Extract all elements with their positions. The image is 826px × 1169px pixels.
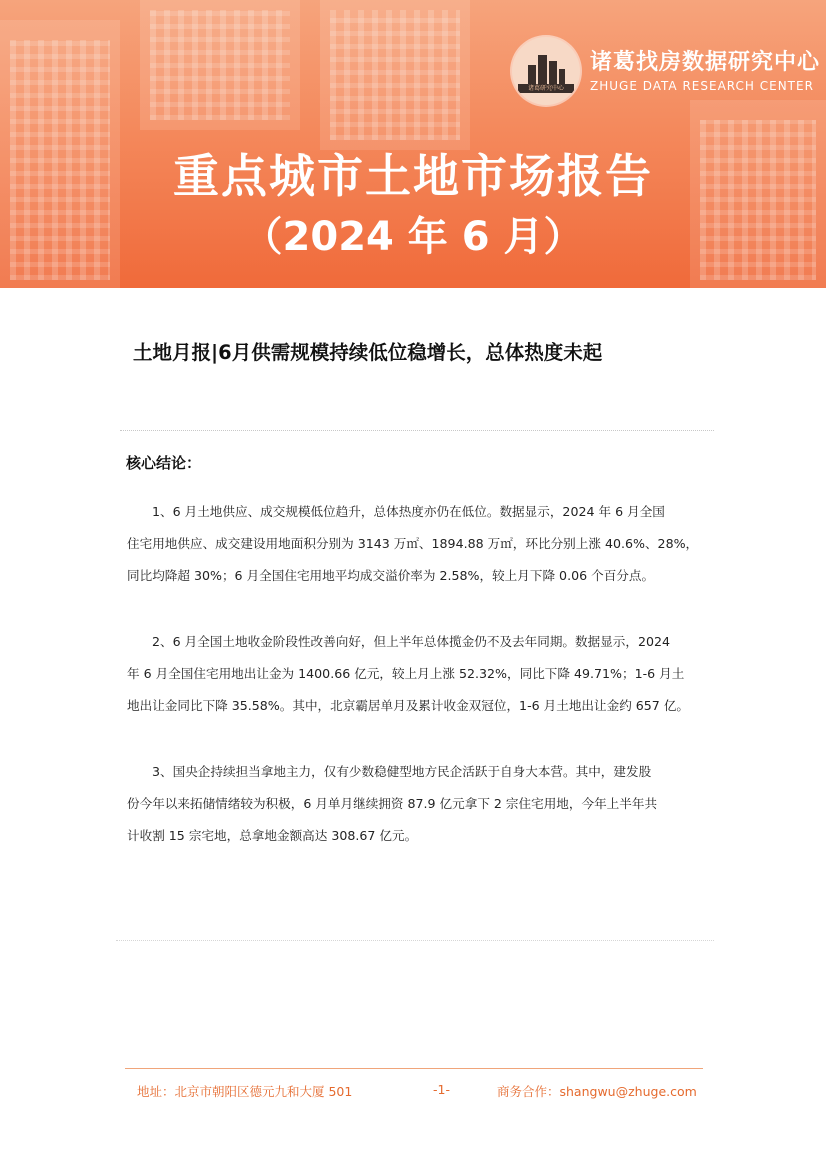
logo-chinese-name: 诸葛找房数据研究中心 xyxy=(590,50,821,75)
footer-contact: 商务合作：shangwu@zhuge.com xyxy=(497,1084,697,1099)
logo-building-icon xyxy=(538,55,547,87)
paragraph-line: 年 6 月全国住宅用地出让金为 1400.66 亿元，较上月上涨 52.32%，同比下降 49.71%；1-6 月土 xyxy=(127,666,685,681)
conclusion-paragraph xyxy=(127,626,707,722)
cover-banner xyxy=(0,0,826,288)
paragraph-line: 3、国央企持续担当拿地主力，仅有少数稳健型地方民企活跃于自身大本营。其中，建发股 xyxy=(152,764,652,779)
paragraph-line: 计收割 15 宗宅地，总拿地金额高达 308.67 亿元。 xyxy=(127,828,418,843)
paragraph-line: 2、6 月全国土地收金阶段性改善向好，但上半年总体揽金仍不及去年同期。数据显示，2024 xyxy=(152,634,671,649)
conclusion-paragraph xyxy=(127,496,707,592)
bg-building-windows xyxy=(330,10,460,140)
conclusion-paragraph xyxy=(127,756,707,852)
page-number: -1- xyxy=(433,1082,450,1097)
report-title: 重点城市土地市场报告 xyxy=(173,149,653,203)
paragraph-line: 地出让金同比下降 35.58%。其中，北京霸居单月及累计收金双冠位，1-6 月土地出让金约 657 亿。 xyxy=(127,698,690,713)
paragraph-line: 同比均降超 30%；6 月全国住宅用地平均成交溢价率为 2.58%，较上月下降 0.06 个百分点。 xyxy=(127,568,655,583)
headline: 土地月报|6月供需规模持续低位稳增长，总体热度未起 xyxy=(133,341,603,364)
bg-building-windows xyxy=(150,10,290,120)
section-label: 核心结论： xyxy=(126,454,202,472)
report-subtitle: （2024 年 6 月） xyxy=(242,214,584,260)
logo-english-name: ZHUGE DATA RESEARCH CENTER xyxy=(590,79,814,93)
logo-text: 诸葛研究中心 xyxy=(518,84,574,93)
paragraph-line: 住宅用地供应、成交建设用地面积分别为 3143 万㎡、1894.88 万㎡，环比分别上涨 40.6%、28%， xyxy=(127,536,699,551)
footer-divider xyxy=(125,1068,703,1069)
footer-address: 地址：北京市朝阳区德元九和大厦 501 xyxy=(137,1084,353,1099)
paragraph-line: 1、6 月土地供应、成交规模低位趋升，总体热度亦仍在低位。数据显示，2024 年 6 月全国 xyxy=(152,504,665,519)
paragraph-line: 份今年以来拓储情绪较为积极，6 月单月继续拥资 87.9 亿元拿下 2 宗住宅用地，今年上半年共 xyxy=(127,796,658,811)
company-logo xyxy=(512,37,580,105)
